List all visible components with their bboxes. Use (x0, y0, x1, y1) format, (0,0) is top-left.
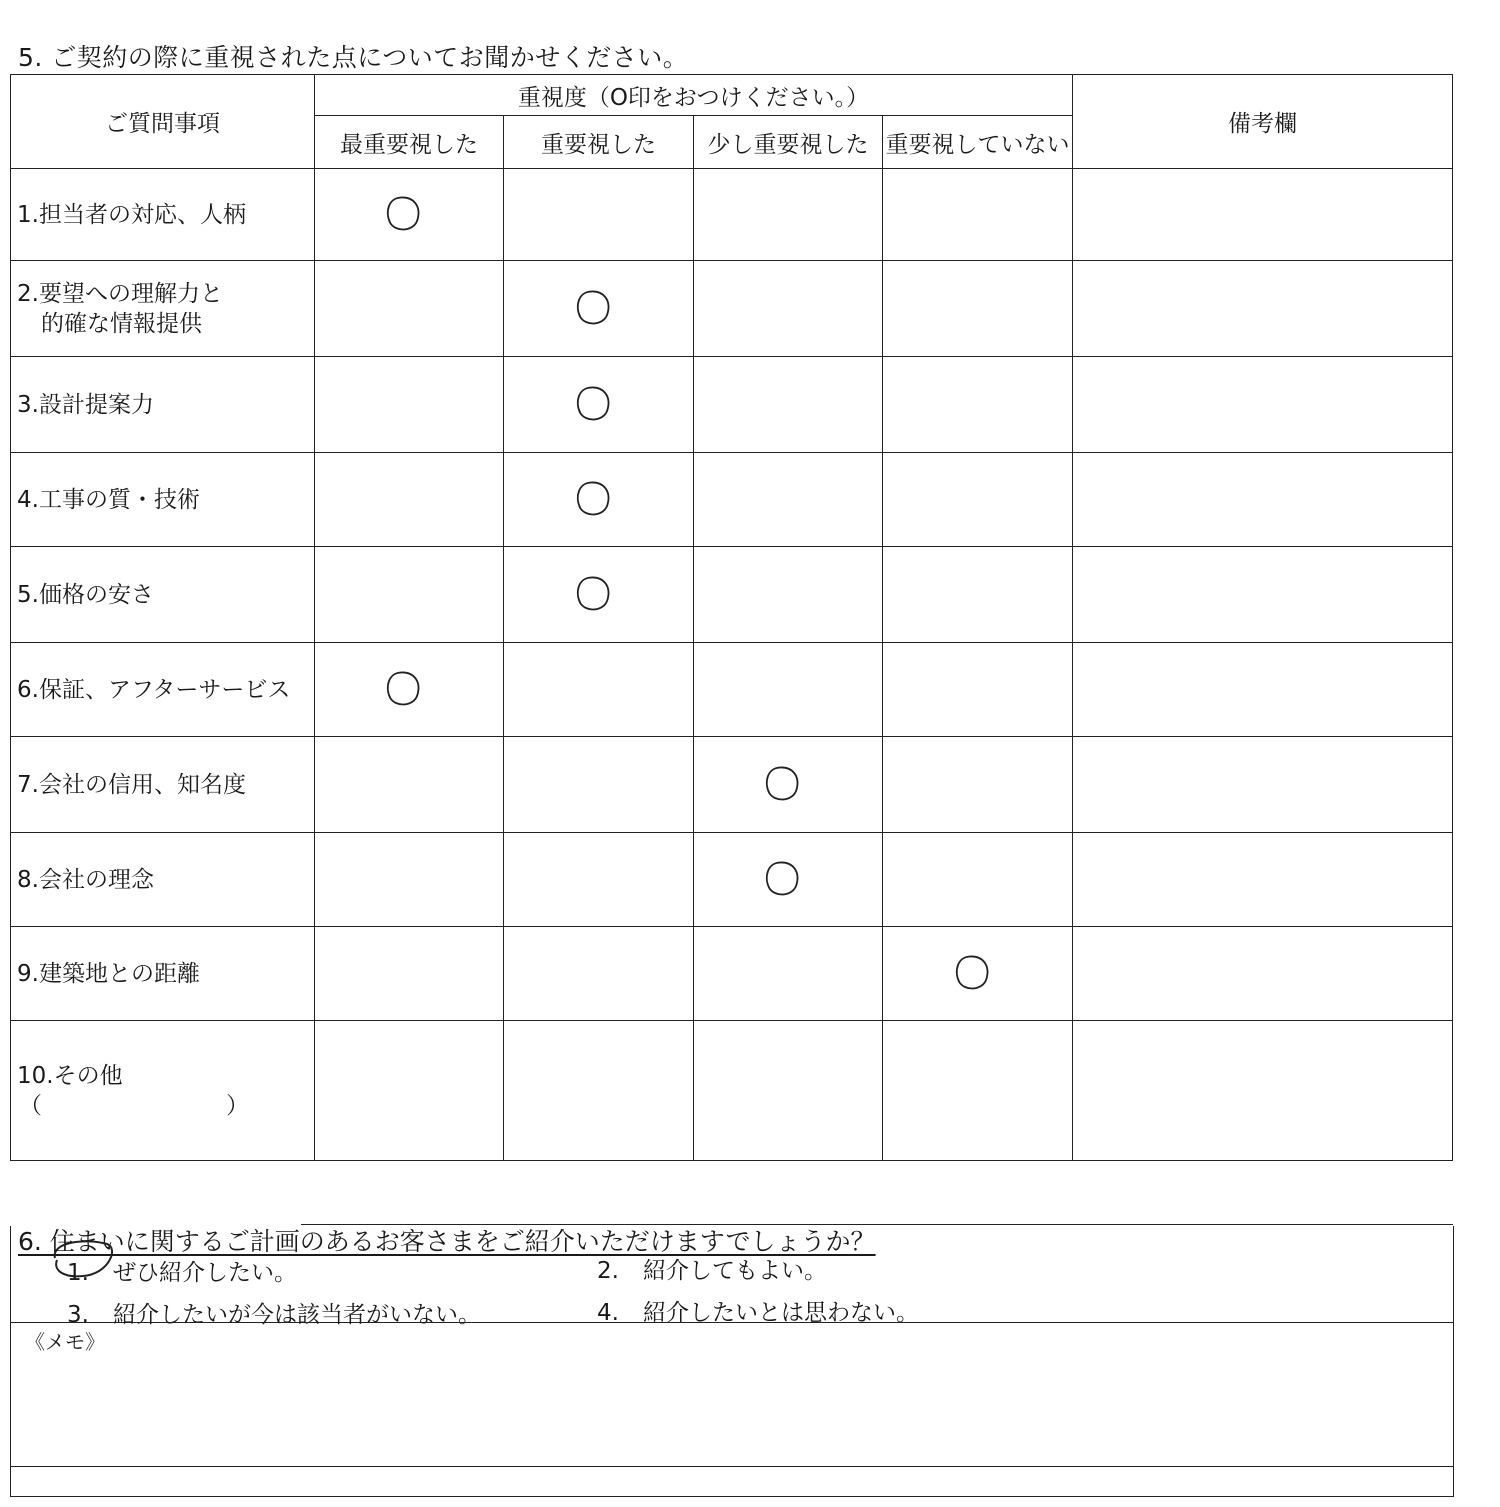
importance-cell[interactable] (883, 547, 1073, 643)
row-label: 10.その他 （ ） (11, 1021, 315, 1161)
row-label: 9.建築地との距離 (11, 927, 315, 1021)
remarks-cell[interactable] (1073, 737, 1453, 833)
table-row (11, 261, 1453, 357)
importance-table (10, 74, 1453, 1161)
importance-cell[interactable] (315, 357, 504, 453)
row-label: 1.担当者の対応、人柄 (11, 169, 315, 261)
importance-cell[interactable] (694, 357, 883, 453)
importance-cell[interactable] (883, 737, 1073, 833)
header-importance: 重視度（O印をおつけください。） (315, 75, 1073, 116)
row-label: 4.工事の質・技術 (11, 453, 315, 547)
remarks-cell[interactable] (1073, 453, 1453, 547)
referral-option-4[interactable]: 4. 紹介したいとは思わない。 (597, 1300, 919, 1326)
memo-divider (11, 1322, 1453, 1323)
memo-bottom-line (11, 1466, 1453, 1467)
header-level-important: 重要視した (504, 116, 694, 169)
importance-cell[interactable] (883, 833, 1073, 927)
row-label: 2.要望への理解力と 的確な情報提供 (11, 261, 315, 357)
importance-cell[interactable] (504, 1021, 694, 1161)
circle-mark (573, 478, 613, 520)
table-row (11, 453, 1453, 547)
circle-mark (383, 668, 423, 710)
importance-cell[interactable] (883, 1021, 1073, 1161)
question-5-title: 5. ご契約の際に重視された点についてお聞かせください。 (18, 43, 689, 72)
table-row (11, 643, 1453, 737)
header-level-not: 重要視していない (883, 116, 1073, 169)
memo-label: 《メモ》 (25, 1330, 105, 1354)
table-row (11, 169, 1453, 261)
importance-cell[interactable] (315, 453, 504, 547)
header-level-somewhat: 少し重要視した (694, 116, 883, 169)
circle-mark (573, 383, 613, 425)
question-6-title: 6. 住まいに関するご計画のあるお客さまをご紹介いただけますでしょうか？ (18, 1227, 876, 1256)
row-label: 6.保証、アフターサービス (11, 643, 315, 737)
importance-cell[interactable] (315, 261, 504, 357)
importance-cell[interactable] (504, 547, 694, 643)
remarks-cell[interactable] (1073, 927, 1453, 1021)
importance-cell[interactable] (694, 453, 883, 547)
referral-box-top-border (301, 1224, 1453, 1225)
table-row (11, 833, 1453, 927)
importance-cell[interactable] (504, 927, 694, 1021)
remarks-cell[interactable] (1073, 643, 1453, 737)
referral-option-1[interactable]: 1. ぜひ紹介したい。 (67, 1260, 297, 1286)
circle-mark (573, 573, 613, 615)
circle-mark (952, 952, 992, 994)
importance-cell[interactable] (315, 927, 504, 1021)
importance-cell[interactable] (694, 833, 883, 927)
row-label: 7.会社の信用、知名度 (11, 737, 315, 833)
row-label: 8.会社の理念 (11, 833, 315, 927)
circle-mark (762, 858, 802, 900)
importance-cell[interactable] (694, 547, 883, 643)
table-row (11, 357, 1453, 453)
header-remarks: 備考欄 (1073, 75, 1453, 169)
referral-box (10, 1226, 1454, 1497)
importance-cell[interactable] (694, 643, 883, 737)
importance-cell[interactable] (504, 357, 694, 453)
importance-cell[interactable] (694, 169, 883, 261)
importance-cell[interactable] (883, 169, 1073, 261)
remarks-cell[interactable] (1073, 357, 1453, 453)
importance-cell[interactable] (504, 261, 694, 357)
importance-cell[interactable] (694, 737, 883, 833)
importance-cell[interactable] (315, 833, 504, 927)
importance-cell[interactable] (694, 261, 883, 357)
importance-cell[interactable] (883, 453, 1073, 547)
importance-cell[interactable] (504, 169, 694, 261)
importance-cell[interactable] (315, 737, 504, 833)
importance-cell[interactable] (694, 927, 883, 1021)
remarks-cell[interactable] (1073, 547, 1453, 643)
importance-cell[interactable] (883, 927, 1073, 1021)
importance-cell[interactable] (504, 453, 694, 547)
remarks-cell[interactable] (1073, 261, 1453, 357)
referral-option-2[interactable]: 2. 紹介してもよい。 (597, 1258, 827, 1284)
remarks-cell[interactable] (1073, 833, 1453, 927)
importance-cell[interactable] (883, 261, 1073, 357)
row-label: 5.価格の安さ (11, 547, 315, 643)
importance-cell[interactable] (504, 643, 694, 737)
header-question: ご質問事項 (11, 75, 315, 169)
importance-cell[interactable] (883, 357, 1073, 453)
referral-option-3[interactable]: 3. 紹介したいが今は該当者がいない。 (67, 1302, 481, 1328)
importance-cell[interactable] (504, 833, 694, 927)
table-row (11, 737, 1453, 833)
importance-cell[interactable] (883, 643, 1073, 737)
circle-mark (573, 287, 613, 329)
circle-mark (762, 763, 802, 805)
table-row (11, 927, 1453, 1021)
table-row (11, 1021, 1453, 1161)
importance-cell[interactable] (315, 169, 504, 261)
importance-cell[interactable] (694, 1021, 883, 1161)
header-level-most: 最重要視した (315, 116, 504, 169)
importance-cell[interactable] (504, 737, 694, 833)
importance-cell[interactable] (315, 1021, 504, 1161)
importance-cell[interactable] (315, 643, 504, 737)
remarks-cell[interactable] (1073, 169, 1453, 261)
remarks-cell[interactable] (1073, 1021, 1453, 1161)
table-row (11, 547, 1453, 643)
importance-cell[interactable] (315, 547, 504, 643)
circle-mark (383, 193, 423, 235)
row-label: 3.設計提案力 (11, 357, 315, 453)
